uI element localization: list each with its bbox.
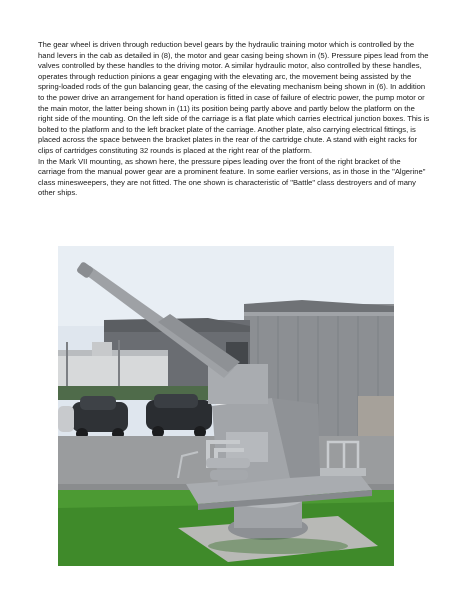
- gun-mounting-photo: [58, 246, 394, 566]
- naval-gun-mounting-photo-icon: [58, 246, 394, 566]
- paragraph-2: In the Mark VII mounting, as shown here, the pressure pipes leading over the front of the right bracket of the carriage from the manual power gear are a prominent feature. In some earlier versions, as in those in the "Algerine" class minesweepers, they are not fitted. The one shown is characteristic of "Battle" class destroyers and of many other ships.: [38, 156, 426, 198]
- body-text: [38, 40, 430, 199]
- paragraph-1: The gear wheel is driven through reduction bevel gears by the hydraulic training motor which is controlled by the hand levers in the cab as detailed in (8), the motor and gear casing being shown in (5). Pressure pipes lead from the valves controlled by these handles to the driving motor. A similar hydraulic motor, also controlled by these handles, operates through reduction pinions a gear engaging with the elevating arc, the movement being assisted by the spring-loaded rods of the gun balancing gear, the casing of the elevating mechanism being shown in (6). In addition to the power drive an arrangement for hand operation is fitted in case of failure of electric power, the pump motor or the main motor, the latter being shown in (11) its position being partly above and partly below the platform on the right side of the mounting. On the left side of the carriage is a flat plate which carries electrical junction boxes. This is bolted to the platform and to the left bracket plate of the carriage. Another plate, also carrying electrical fittings, is placed across the space between the bracket plates in the rear of the cartridge chute. A stand with eight racks for clips of cartridges constituting 32 rounds is placed at the right rear of the platform.: [38, 40, 430, 155]
